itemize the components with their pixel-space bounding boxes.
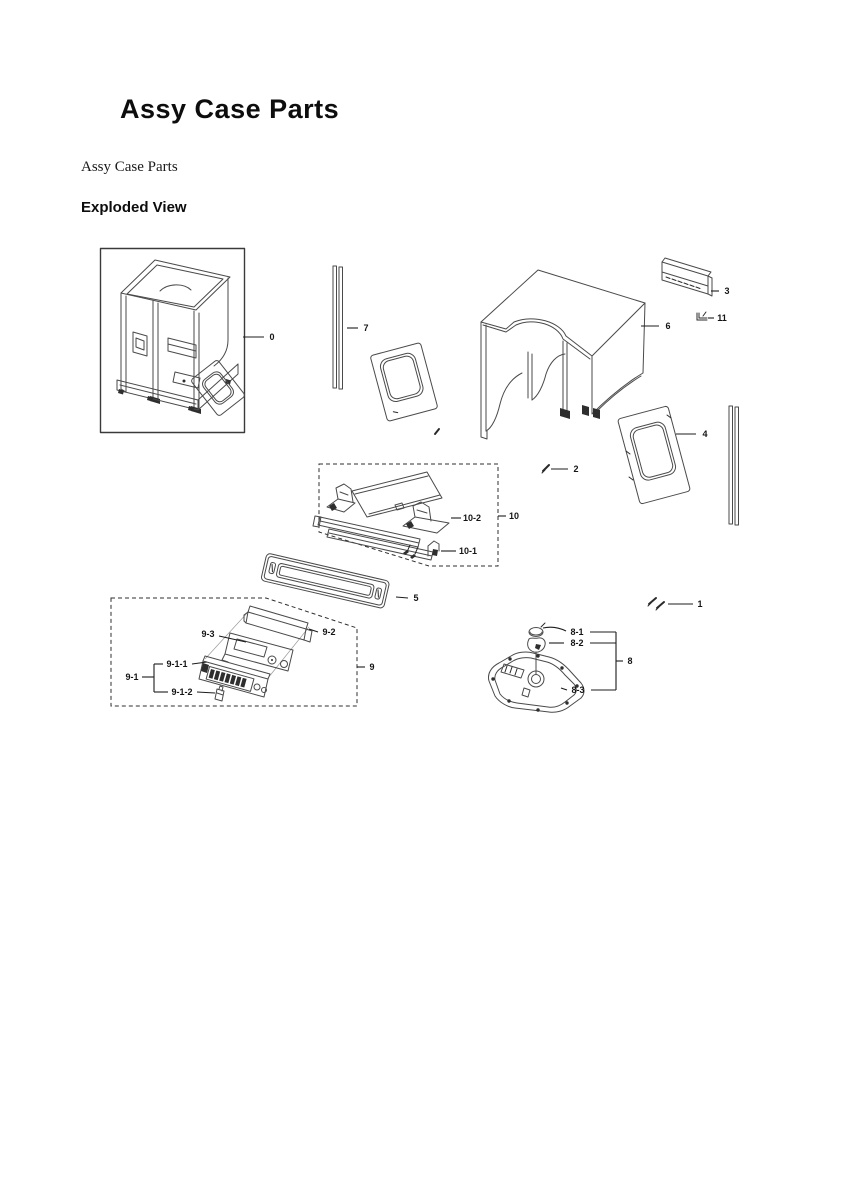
side-panel	[370, 342, 438, 421]
section-heading: Exploded View	[81, 199, 187, 216]
callout-3	[711, 286, 730, 296]
callout-8-1	[543, 627, 616, 637]
callout-6	[641, 321, 671, 331]
callout-5	[396, 593, 419, 603]
callout-11-label: 11	[717, 313, 727, 323]
callout-2	[551, 464, 579, 474]
callout-5-label: 5	[413, 593, 419, 603]
callout-4	[676, 429, 708, 439]
callout-9-1-1	[166, 659, 207, 669]
part-3-bracket	[662, 258, 712, 296]
callout-8-2	[549, 638, 616, 648]
callout-6-label: 6	[665, 321, 671, 331]
callout-9-1-1-label: 9-1-1	[166, 659, 188, 669]
part-0-case-assembly	[101, 249, 246, 433]
group-9-box	[111, 598, 357, 706]
callout-10-1-label: 10-1	[458, 546, 478, 556]
callout-8-3	[561, 685, 616, 695]
callout-0	[243, 332, 275, 342]
callout-8-label: 8	[627, 656, 633, 666]
assembly-name: Assy Case Parts	[81, 159, 178, 175]
callout-10-2	[451, 513, 481, 523]
callout-10-1	[441, 546, 477, 556]
part-2-screw	[542, 465, 549, 473]
part-9-1-1-control-panel	[199, 656, 270, 697]
callout-1-label: 1	[697, 599, 703, 609]
callout-9-1-label: 9-1	[125, 672, 139, 682]
part-10-2-bracket-right	[403, 502, 449, 533]
callout-8-2-label: 8-2	[570, 638, 584, 648]
callout-0-label: 0	[269, 332, 275, 342]
part-10-rails	[313, 516, 433, 560]
small-screw	[435, 429, 439, 434]
part-10-lid-panel	[352, 472, 442, 517]
callout-8-1-label: 8-1	[570, 627, 584, 637]
part-4-side-panel	[617, 406, 690, 504]
callout-9-1-2-label: 9-1-2	[171, 687, 193, 697]
part-7-strip	[333, 266, 343, 389]
callout-9	[357, 662, 375, 672]
callout-1	[668, 599, 703, 609]
part-9-2-rear-bar	[244, 606, 312, 642]
page-title: Assy Case Parts	[120, 94, 340, 124]
right-trim-strip	[729, 406, 739, 525]
callout-3-label: 3	[724, 286, 730, 296]
part-5-trim-panel	[261, 553, 390, 609]
part-10-1-catch	[428, 541, 439, 556]
part-9-1-2-knob	[215, 686, 224, 701]
callout-9-2	[309, 627, 336, 637]
part-10-bracket-left	[327, 484, 355, 512]
callout-9-1	[125, 664, 168, 692]
callout-9-2-label: 9-2	[322, 627, 336, 637]
callout-8-3-label: 8-3	[571, 685, 585, 695]
part-6-cover	[481, 270, 645, 439]
callout-2-label: 2	[573, 464, 579, 474]
callout-7	[347, 323, 369, 333]
part-11-clip	[697, 312, 707, 320]
callout-4-label: 4	[702, 429, 708, 439]
callout-8	[616, 632, 633, 690]
part-8-1-clamp	[529, 623, 545, 637]
callout-7-label: 7	[363, 323, 369, 333]
callout-9-label: 9	[369, 662, 375, 672]
callout-9-1-2	[171, 687, 215, 697]
callout-9-3-label: 9-3	[201, 629, 215, 639]
part-1-screws	[648, 598, 664, 610]
callout-11	[708, 313, 727, 323]
part-8-2-elbow	[528, 638, 546, 652]
callout-10-2-label: 10-2	[462, 513, 482, 523]
callout-10	[498, 511, 519, 521]
callout-10-label: 10	[508, 511, 520, 521]
